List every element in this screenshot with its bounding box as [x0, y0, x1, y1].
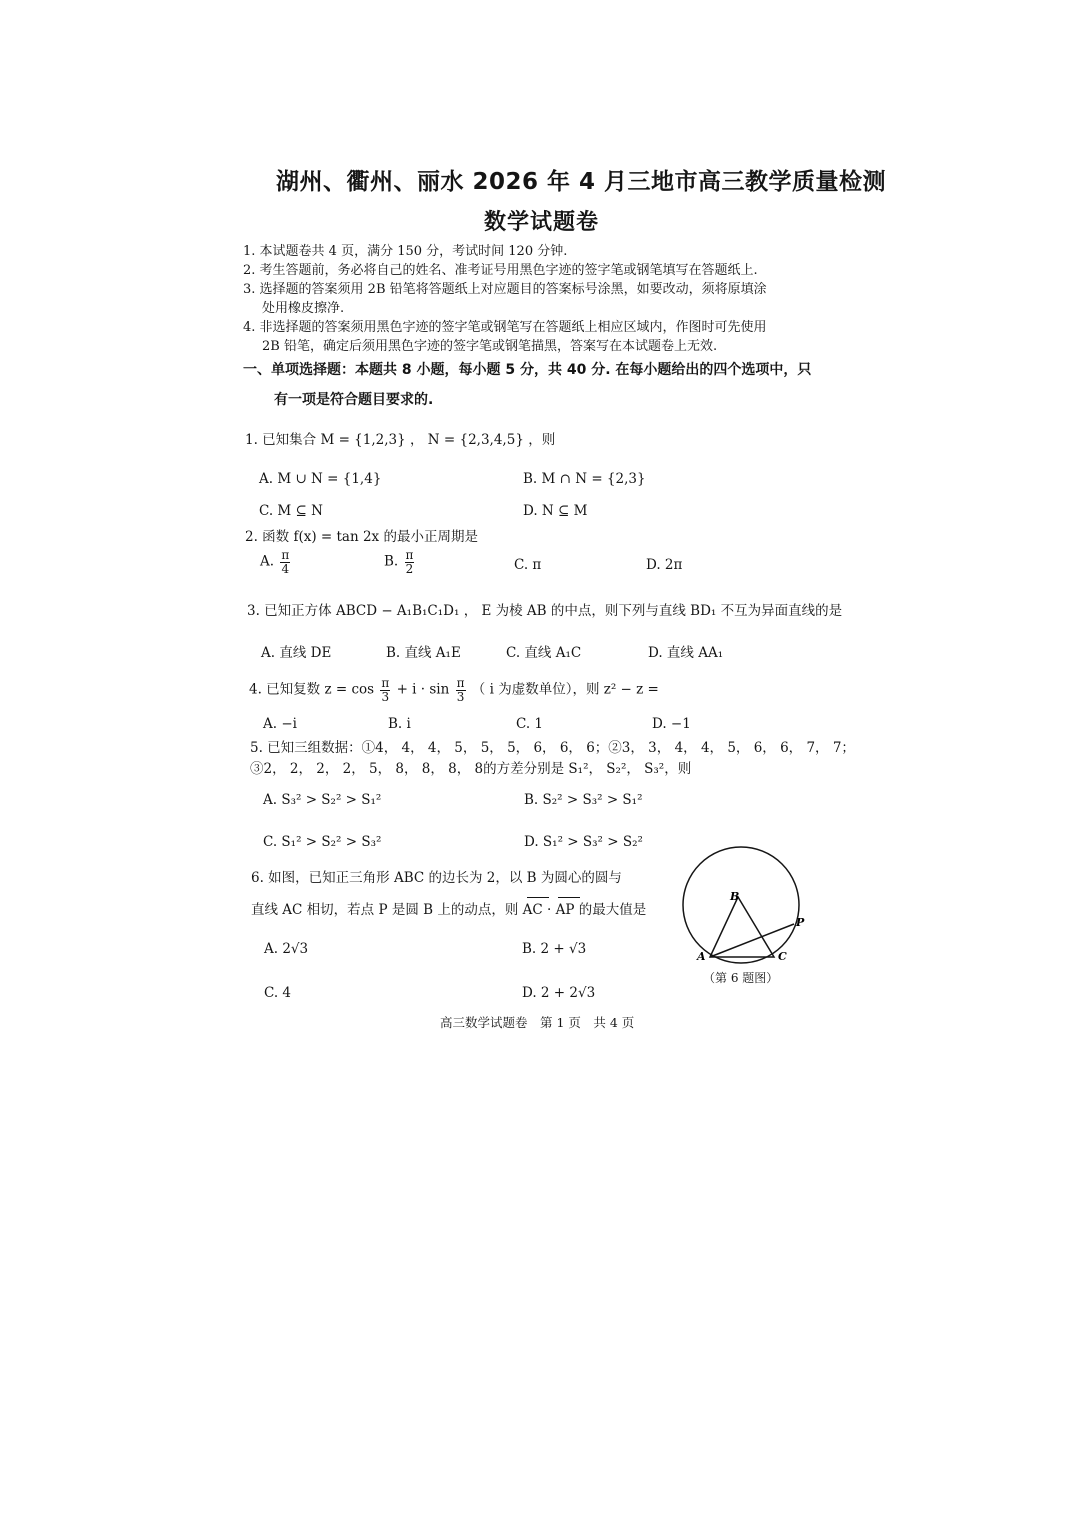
page-footer: 高三数学试题卷 第 1 页 共 4 页	[440, 1015, 635, 1030]
question-1-option-a: A. M ∪ N = {1,4}	[259, 471, 382, 487]
figure-circle-triangle	[676, 842, 808, 970]
question-3-option-c: C. 直线 A₁C	[506, 645, 582, 661]
question-2-stem: 2. 函数 f(x) = tan 2x 的最小正周期是	[245, 529, 478, 545]
note-4: 4. 非选择题的答案须用黑色字迹的签字笔或钢笔写在答题纸上相应区域内，作图时可先使用	[243, 320, 767, 335]
fraction: $\frac{\pi}{3}$	[456, 676, 465, 704]
section-heading-cont: 有一项是符合题目要求的.	[274, 392, 434, 408]
label-b: B	[730, 890, 740, 903]
question-5-stem-cont: ③2， 2， 2， 2， 5， 8， 8， 8， 8的方差分别是 S₁²， S₂²， S₃²，则	[250, 761, 692, 777]
question-6-option-d: D. 2 + 2√3	[522, 985, 596, 1001]
question-6-stem: 6. 如图，已知正三角形 ABC 的边长为 2，以 B 为圆心的圆与	[251, 870, 622, 886]
question-2-option-b: B. $\frac{\pi}{2}$	[384, 548, 414, 576]
note-1: 1. 本试题卷共 4 页，满分 150 分，考试时间 120 分钟.	[243, 244, 568, 259]
note-4-cont: 2B 铅笔，确定后须用黑色字迹的签字笔或钢笔描黑，答案写在本试题卷上无效.	[262, 339, 718, 354]
question-5-option-a: A. S₃² > S₂² > S₁²	[263, 792, 382, 808]
question-4-stem: 4. 已知复数 z = cos $\frac{\pi}{3}$ + i · sin $\frac{\pi}{3}$ （ i 为虚数单位），则 z² − z =	[249, 676, 659, 704]
note-2: 2. 考生答题前，务必将自己的姓名、准考证号用黑色字迹的签字笔或钢笔填写在答题纸上.	[243, 263, 758, 278]
question-6-option-c: C. 4	[264, 985, 292, 1001]
label-a: A	[697, 950, 706, 963]
question-3-option-d: D. 直线 AA₁	[648, 645, 724, 661]
question-6-option-a: A. 2√3	[264, 941, 309, 957]
fraction: $\frac{\pi}{2}$	[405, 548, 414, 576]
question-6-option-b: B. 2 + √3	[522, 941, 587, 957]
question-2-option-c: C. π	[514, 557, 542, 573]
question-2-option-d: D. 2π	[646, 557, 683, 573]
question-5-stem: 5. 已知三组数据：①4， 4， 4， 5， 5， 5， 6， 6， 6；②3， 3， 4， 4， 5， 6， 6， 7， 7；	[250, 740, 855, 756]
question-3-option-b: B. 直线 A₁E	[386, 645, 461, 661]
question-5-option-d: D. S₁² > S₃² > S₂²	[524, 834, 643, 850]
vector-bar-ap	[558, 897, 580, 898]
label-p: P	[796, 916, 805, 929]
triangle-abc	[710, 897, 774, 957]
question-2-option-a: A. $\frac{\pi}{4}$	[260, 548, 290, 576]
note-3: 3. 选择题的答案须用 2B 铅笔将答题纸上对应题目的答案标号涂黑，如要改动，须将原填涂	[243, 282, 767, 297]
exam-subtitle: 数学试题卷	[484, 210, 600, 235]
question-1-option-b: B. M ∩ N = {2,3}	[523, 471, 646, 487]
fraction: $\frac{\pi}{3}$	[381, 676, 390, 704]
question-5-option-c: C. S₁² > S₂² > S₃²	[263, 834, 382, 850]
section-heading: 一、单项选择题：本题共 8 小题，每小题 5 分，共 40 分. 在每小题给出的四个选项中，只	[243, 362, 812, 378]
question-4-option-c: C. 1	[516, 716, 544, 732]
question-4-option-b: B. i	[388, 716, 411, 732]
question-1-option-d: D. N ⊆ M	[523, 503, 588, 519]
question-4-option-a: A. −i	[263, 716, 297, 732]
note-3-cont: 处用橡皮擦净.	[262, 301, 345, 316]
label-c: C	[778, 950, 787, 963]
question-3-stem: 3. 已知正方体 ABCD − A₁B₁C₁D₁ ， E 为棱 AB 的中点，则下列与直线 BD₁ 不互为异面直线的是	[247, 603, 843, 619]
question-1-option-c: C. M ⊆ N	[259, 503, 323, 519]
question-6-stem-cont: 直线 AC 相切，若点 P 是圆 B 上的动点，则 AC · AP 的最大值是	[251, 902, 647, 918]
question-4-option-d: D. −1	[652, 716, 691, 732]
vector-bar-ac	[527, 897, 549, 898]
fraction: $\frac{\pi}{4}$	[281, 548, 290, 576]
question-1-stem: 1. 已知集合 M = {1,2,3} ， N = {2,3,4,5} ，则	[245, 432, 556, 448]
exam-title: 湖州、衢州、丽水 2026 年 4 月三地市高三教学质量检测	[276, 169, 887, 195]
question-3-option-a: A. 直线 DE	[261, 645, 332, 661]
figure-caption: （第 6 题图）	[703, 971, 779, 985]
question-5-option-b: B. S₂² > S₃² > S₁²	[524, 792, 643, 808]
